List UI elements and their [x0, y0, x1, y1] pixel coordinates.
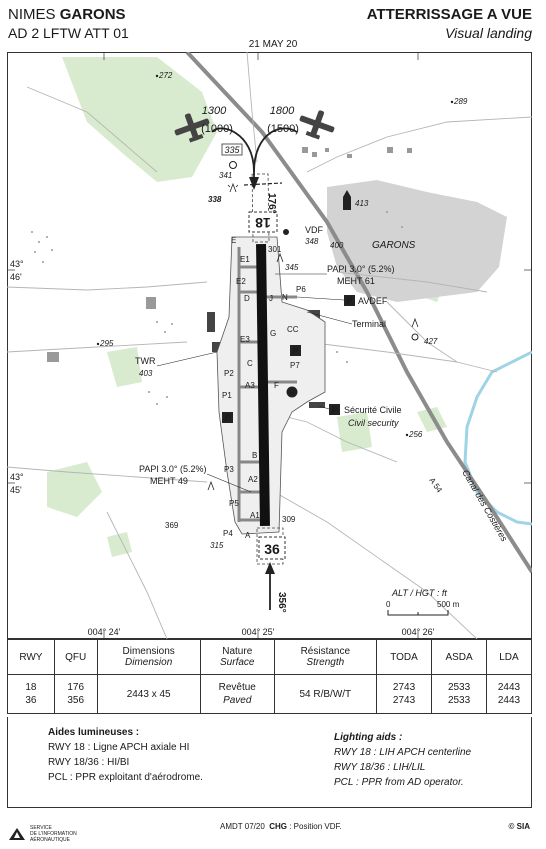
lon-3: 004° 26'	[401, 627, 435, 637]
th-rwy: RWY	[8, 640, 55, 675]
circuit-alt-1300: 1300	[201, 105, 227, 117]
lighting-fr-line-2: RWY 18/36 : HI/BI	[48, 757, 130, 768]
lon-1: 004° 24'	[87, 627, 121, 637]
avdef-label: AVDEF	[358, 296, 388, 306]
papi-s-text: PAPI 3.0° (5.2%)	[139, 464, 207, 474]
header-city: NIMES	[8, 6, 56, 23]
header-title: ATTERRISSAGE A VUE	[366, 6, 532, 23]
chart-date: 21 MAY 20	[248, 39, 298, 50]
twy-A1: A1	[250, 511, 260, 520]
terminal-label: Terminal	[352, 319, 387, 329]
lighting-aids-fr	[48, 725, 203, 785]
cell-asda: 2533 2533	[432, 675, 487, 714]
civil-en-label: Civil security	[348, 418, 399, 428]
scale-note: ALT / HGT : ft	[392, 588, 447, 598]
twy-E1: E1	[240, 255, 250, 264]
spot-338: 338	[208, 195, 222, 204]
spot-272: 272	[159, 71, 173, 80]
cell-toda: 2743 2743	[376, 675, 431, 714]
cell-rwy: 18 36	[8, 675, 55, 714]
twy-G: G	[270, 329, 277, 338]
scale-end: 500 m	[437, 600, 460, 609]
th-asda: ASDA	[432, 640, 487, 675]
th-qfu: QFU	[54, 640, 97, 675]
rwy-18-qfu: 176°	[266, 193, 277, 214]
twy-C: C	[247, 359, 253, 368]
lat-1-deg: 43°	[10, 259, 24, 269]
rwy-36-label: 36	[264, 541, 280, 557]
spot-341: 341	[219, 171, 233, 180]
vdf-label: VDF	[305, 225, 323, 235]
twy-N: N	[282, 293, 288, 302]
spot-413: 413	[355, 199, 369, 208]
spot-289: 289	[454, 97, 468, 106]
sia-logo-icon	[8, 826, 26, 842]
lat-1-min: 46'	[10, 272, 22, 282]
th-lda: LDA	[486, 640, 531, 675]
circuit-hgt-1000: (1000)	[201, 123, 233, 135]
twy-P7: P7	[290, 361, 300, 370]
footer-copyright: © SIA	[508, 822, 530, 831]
aerodrome-map	[7, 52, 532, 639]
twy-J: J	[269, 294, 273, 303]
alt-box-label: 335	[224, 145, 240, 155]
twy-E3: E3	[240, 335, 250, 344]
lat-2-deg: 43°	[10, 472, 24, 482]
cell-surface: Revêtue Paved	[200, 675, 274, 714]
lighting-aids-en	[334, 730, 471, 790]
th-dimensions: Dimensions Dimension	[97, 640, 200, 675]
vdf-icon	[283, 229, 289, 235]
papi-n-text: PAPI 3.0° (5.2%)	[327, 264, 395, 274]
th-surface: Nature Surface	[200, 640, 274, 675]
vdf-freq: 348	[305, 237, 319, 246]
footer-org: SERVICE DE L'INFORMATION AÉRONAUTIQUE	[30, 825, 77, 843]
twy-P5: P5	[229, 499, 239, 508]
parking-p7-p: P	[292, 346, 299, 356]
twy-P2: P2	[224, 369, 234, 378]
twy-P4: P4	[223, 529, 233, 538]
spot-295: 295	[100, 339, 114, 348]
heliport-h: H	[289, 388, 295, 398]
spot-315: 315	[210, 541, 224, 550]
twy-A2: A2	[248, 475, 258, 484]
cell-qfu: 176 356	[54, 675, 97, 714]
footer-amendment: AMDT 07/20 CHG : Position VDF.	[220, 822, 342, 831]
twy-A3: A3	[245, 381, 255, 390]
rwy-18-label: 18	[255, 215, 271, 231]
cell-dimensions: 2443 x 45	[97, 675, 200, 714]
spot-345: 345	[285, 263, 299, 272]
scale-zero: 0	[386, 600, 391, 609]
parking-west-p: P	[224, 413, 231, 423]
twy-P3: P3	[224, 465, 234, 474]
circuit-hgt-1500: (1500)	[267, 123, 299, 135]
twr-freq: 403	[139, 369, 153, 378]
lon-2: 004° 25'	[241, 627, 275, 637]
twy-E: E	[231, 236, 237, 245]
th-strength: Résistance Strength	[274, 640, 376, 675]
dist-369: 369	[165, 521, 179, 530]
lighting-fr-line-3: PCL : PPR exploitant d'aérodrome.	[48, 772, 203, 783]
rwy-36-qfu: 356°	[276, 592, 287, 613]
header-subtitle: Visual landing	[445, 25, 532, 41]
civil-fr-label: Sécurité Civile	[344, 405, 402, 415]
town-label: GARONS	[372, 240, 416, 251]
runway-table	[7, 639, 532, 714]
papi-n-meht: MEHT 61	[337, 276, 375, 286]
parking-civil-p: P	[331, 405, 338, 415]
lat-2-min: 45'	[10, 485, 22, 495]
dist-301: 301	[268, 245, 282, 254]
cell-strength: 54 R/B/W/T	[274, 675, 376, 714]
dist-309: 309	[282, 515, 296, 524]
twy-F: F	[274, 381, 279, 390]
th-toda: TODA	[376, 640, 431, 675]
twy-A: A	[245, 531, 251, 540]
lighting-fr-title: Aides lumineuses :	[48, 727, 140, 738]
twr-label: TWR	[135, 356, 156, 366]
lighting-aids-box	[7, 717, 532, 808]
twy-B: B	[252, 451, 258, 460]
header-name: GARONS	[59, 6, 126, 23]
papi-s-meht: MEHT 49	[150, 476, 188, 486]
header-code: AD 2 LFTW ATT 01	[8, 25, 129, 41]
lighting-en-line-3: PCL : PPR from AD operator.	[334, 777, 464, 788]
lighting-en-line-2: RWY 18/36 : LIH/LIL	[334, 762, 426, 773]
twy-CC: CC	[287, 325, 299, 334]
cell-lda: 2443 2443	[486, 675, 531, 714]
twy-E2: E2	[236, 277, 246, 286]
header-aerodrome	[8, 6, 126, 23]
lighting-en-title: Lighting aids :	[334, 732, 403, 743]
twy-P6: P6	[296, 285, 306, 294]
twy-P1: P1	[222, 391, 232, 400]
twy-D: D	[244, 294, 250, 303]
parking-avdef-p: P	[346, 296, 353, 306]
lighting-en-line-1: RWY 18 : LIH APCH centerline	[334, 747, 472, 758]
spot-256: 256	[409, 430, 423, 439]
road-label: A 54	[427, 475, 444, 495]
circuit-alt-1800: 1800	[269, 105, 295, 117]
lighting-fr-line-1: RWY 18 : Ligne APCH axiale HI	[48, 742, 190, 753]
spot-400: 400	[330, 241, 344, 250]
spot-427: 427	[424, 337, 438, 346]
canal-label: Canal des Costières	[460, 468, 510, 544]
